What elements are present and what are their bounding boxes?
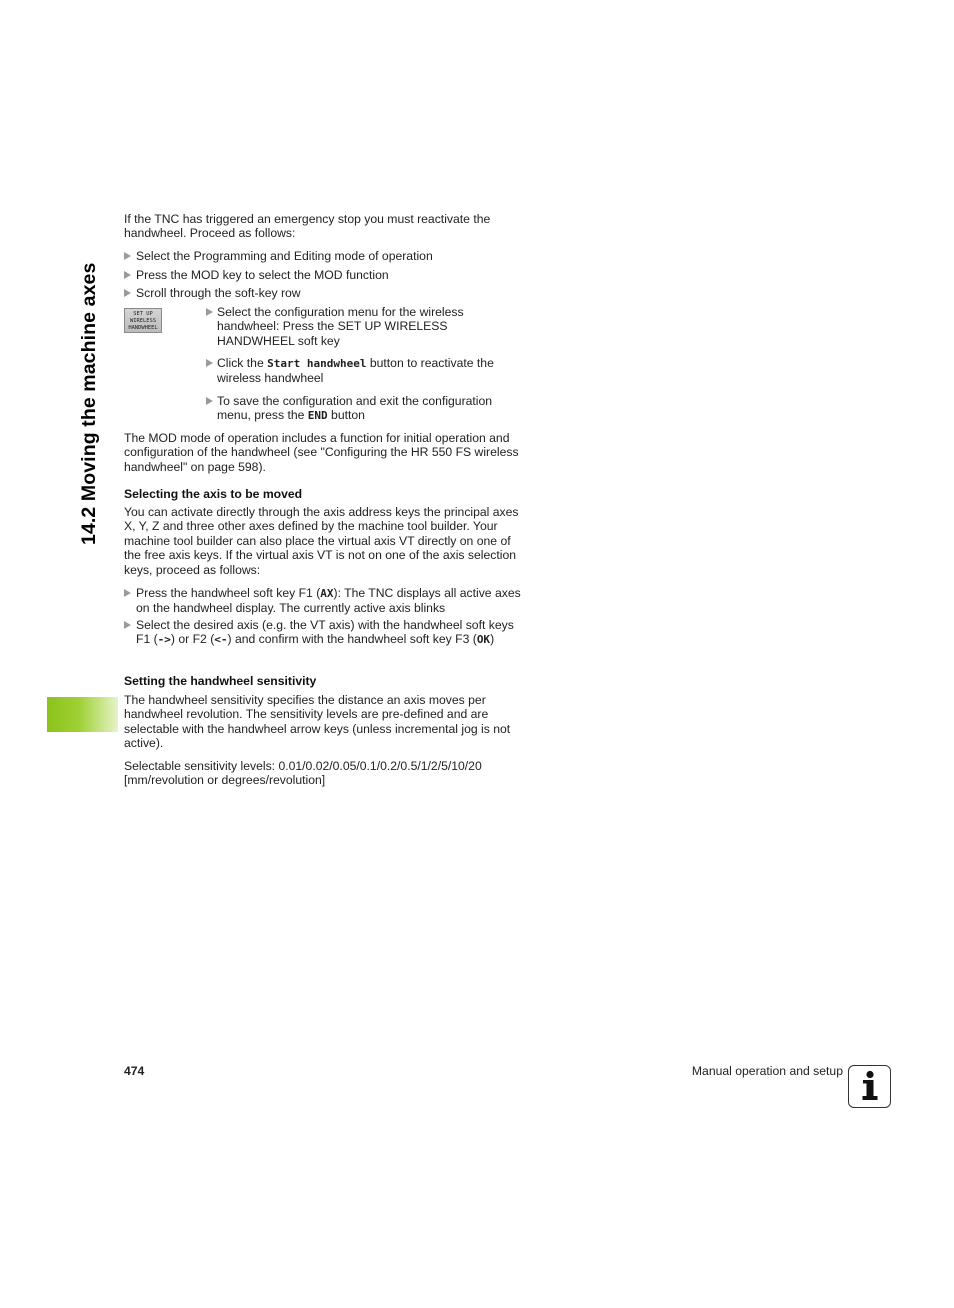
axis-section-body: You can activate directly through the axis address keys the principal axes X, Y, Z and three other axes defined by the machine tool builder. Your machine tool builder can also place the virtual axis VT directly on one of the free axis keys. If the virtual axis VT is not on one of the axis selection keys, proceed as follows: xyxy=(124,505,519,577)
arrow-icon xyxy=(206,308,213,316)
substep-item: To save the configuration and exit the configuration menu, press the END button xyxy=(206,394,517,424)
arrow-icon xyxy=(206,359,213,367)
substep-item: Click the Start handwheel button to reactivate the wireless handwheel xyxy=(206,356,517,386)
chapter-tab xyxy=(47,697,118,732)
arrow-icon xyxy=(124,589,131,597)
arrow-icon xyxy=(124,271,131,279)
section-title-vertical: 14.2 Moving the machine axes xyxy=(78,262,100,545)
footer-chapter-title: Manual operation and setup xyxy=(691,1064,843,1078)
info-icon xyxy=(848,1065,891,1108)
sensitivity-section-heading: Setting the handwheel sensitivity xyxy=(124,674,317,688)
substep-item: Select the configuration menu for the wireless handwheel: Press the SET UP WIRELESS HANDWHEEL soft key xyxy=(206,305,517,348)
axis-step-item: Select the desired axis (e.g. the VT axis) with the handwheel soft keys F1 (->) or F2 (<-) and confirm with the handwheel soft key F3 (OK) xyxy=(124,618,526,648)
setup-wireless-handwheel-softkey: SET UP WIRELESS HANDWHEEL xyxy=(124,308,162,333)
arrow-icon xyxy=(124,252,131,260)
axis-section-heading: Selecting the axis to be moved xyxy=(124,487,303,501)
page-number: 474 xyxy=(124,1064,145,1078)
step-item: Select the Programming and Editing mode of operation xyxy=(124,249,526,263)
mod-paragraph: The MOD mode of operation includes a function for initial operation and configuration of the handwheel (see "Configuring the HR 550 FS wireless handwheel" on page 598). xyxy=(124,431,519,474)
intro-paragraph: If the TNC has triggered an emergency stop you must reactivate the handwheel. Proceed as follows: xyxy=(124,212,491,241)
end-code: END xyxy=(307,409,328,423)
arrow-icon xyxy=(206,397,213,405)
step-item: Scroll through the soft-key row xyxy=(124,286,526,300)
arrow-icon xyxy=(124,289,131,297)
arrow-icon xyxy=(124,621,131,629)
sensitivity-levels: Selectable sensitivity levels: 0.01/0.02/0.05/0.1/0.2/0.5/1/2/5/10/20 [mm/revolution or degrees/revolution] xyxy=(124,759,482,788)
axis-step-item: Press the handwheel soft key F1 (AX): The TNC displays all active axes on the handwheel display. The currently active axis blinks xyxy=(124,586,526,616)
step-item: Press the MOD key to select the MOD function xyxy=(124,268,526,282)
sensitivity-section-body: The handwheel sensitivity specifies the distance an axis moves per handwheel revolution. The sensitivity levels are pre-defined and are selectable with the handwheel arrow keys (unless incremental jog is not active). xyxy=(124,693,511,751)
start-handwheel-code: Start handwheel xyxy=(267,357,367,370)
